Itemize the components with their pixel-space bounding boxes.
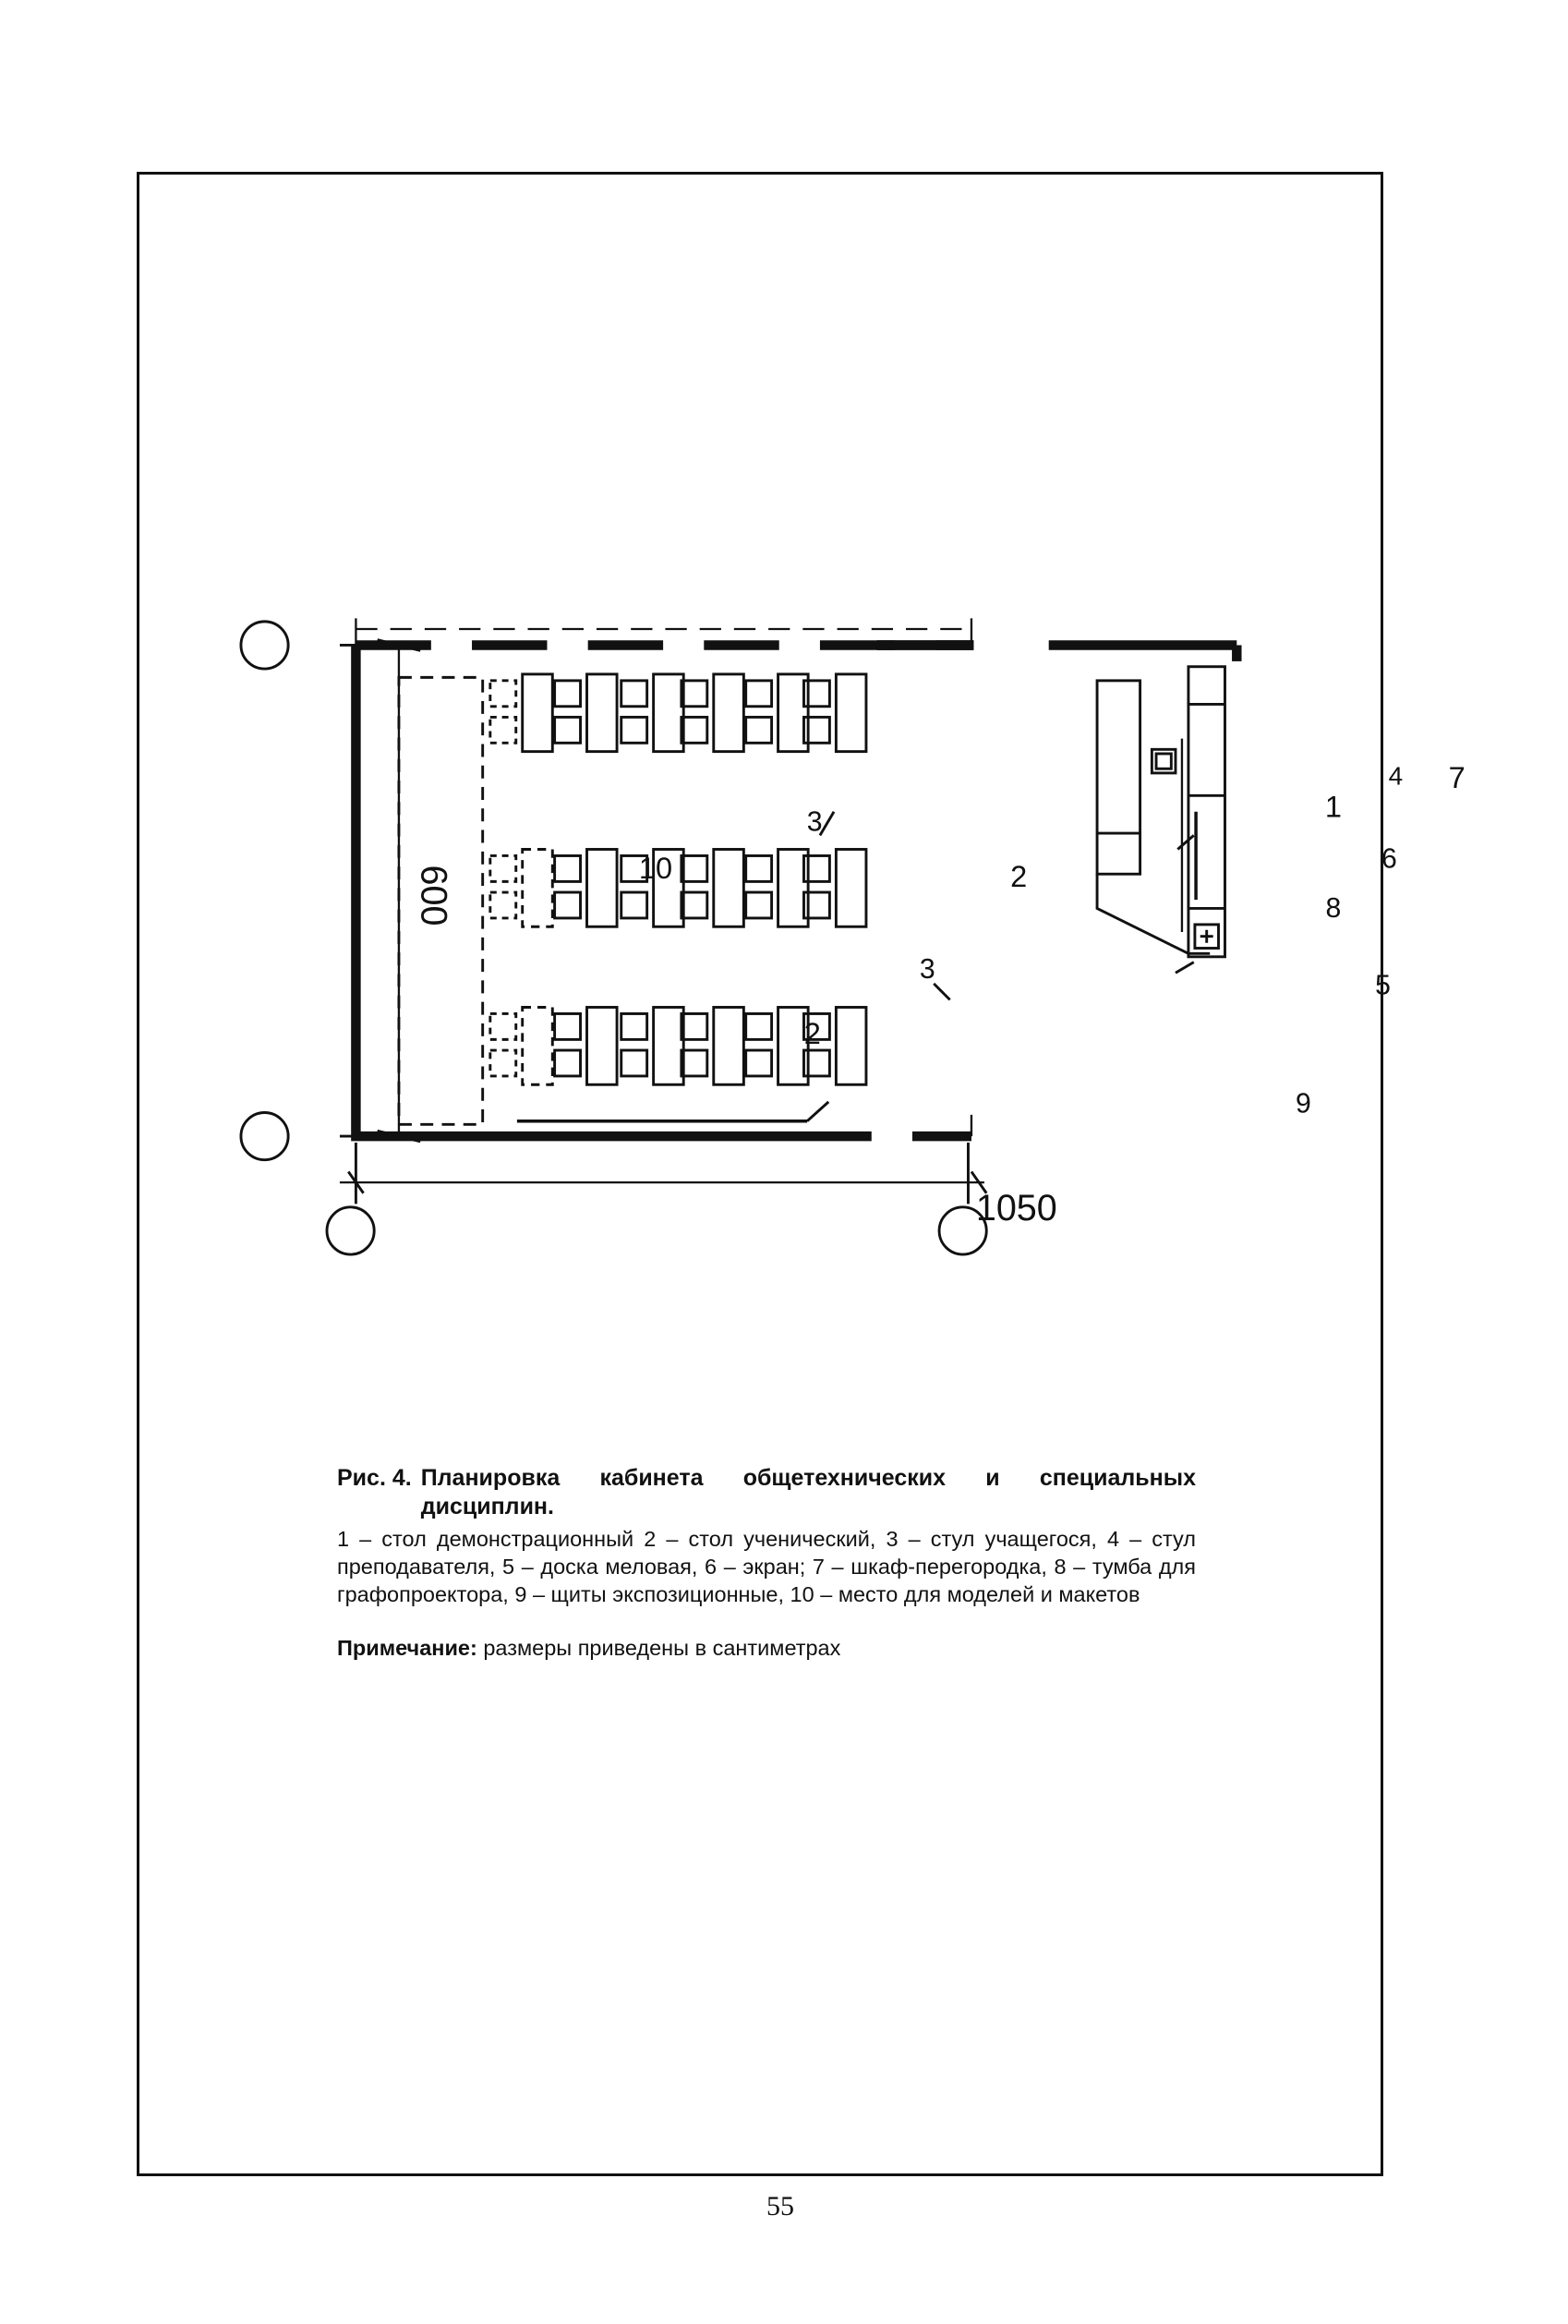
student-table (654, 1007, 684, 1084)
student-table (714, 1007, 744, 1084)
student-chair (746, 892, 772, 918)
teacher-chair-inner (1156, 754, 1171, 769)
student-table (836, 849, 866, 926)
student-chair (621, 681, 647, 707)
student-table (836, 1007, 866, 1084)
student-table (587, 849, 618, 926)
label-chalkboard: 5 (1375, 970, 1391, 1001)
label-cabinet: 7 (1448, 761, 1465, 795)
student-chair (490, 717, 516, 743)
student-chair (681, 1013, 707, 1039)
student-chair (555, 717, 581, 743)
label-models-area: 10 (638, 851, 673, 885)
student-chair (555, 1050, 581, 1076)
student-chair (490, 681, 516, 707)
student-chair (746, 681, 772, 707)
caption-title (337, 1464, 1196, 1521)
student-chair (621, 1013, 647, 1039)
student-table (587, 1007, 618, 1084)
leader-5 (1176, 962, 1194, 974)
label-student-chair-b: 3 (919, 954, 935, 986)
student-chair (681, 855, 707, 881)
dimension-height: 600 (413, 865, 454, 926)
dimension-extension-width (356, 1143, 968, 1204)
student-chair (746, 717, 772, 743)
student-chair (555, 1013, 581, 1039)
label-projector-stand: 8 (1325, 892, 1342, 924)
dimension-width: 1050 (975, 1187, 1057, 1229)
label-demo-table: 1 (1324, 790, 1343, 824)
student-table (836, 674, 866, 752)
leader-3b (934, 984, 949, 999)
student-table (523, 849, 553, 926)
figure-legend: 1 – стол демонстрационный 2 – стол ученический, 3 – стул учащегося, 4 – стул преподавателя, 5 – доска меловая, 6 – экран; 7 – шкаф-перегородка, 8 – тумба для графопроектора, 9 – щиты экспозиционные, 10 – место для моделей и макетов (337, 1527, 1196, 1606)
teacher-area-edge (1097, 874, 1210, 953)
leader-6 (1177, 835, 1193, 849)
page-number: 55 (766, 2191, 794, 2221)
student-chair (555, 855, 581, 881)
figure-number: Рис. 4. (337, 1465, 412, 1491)
student-chair (490, 1050, 516, 1076)
student-chair (746, 1050, 772, 1076)
student-chair (681, 717, 707, 743)
axis-bubble (241, 1112, 288, 1159)
student-chair (555, 681, 581, 707)
student-chair (621, 717, 647, 743)
student-chair (681, 892, 707, 918)
note-text: размеры приведены в сантиметрах (476, 1636, 841, 1660)
student-table (587, 674, 618, 752)
student-chair (490, 1013, 516, 1039)
classroom-floor-plan (222, 591, 1465, 1312)
student-table (714, 849, 744, 926)
label-student-table-b: 2 (803, 1017, 821, 1051)
figure-title: Планировка кабинета общетехнических и специальных дисциплин. (420, 1465, 1196, 1519)
label-exhibit-panels: 9 (1295, 1088, 1311, 1120)
student-chair (621, 1050, 647, 1076)
demo-table (1097, 681, 1140, 874)
student-table (523, 674, 553, 752)
student-table (654, 674, 684, 752)
figure-note (337, 1634, 1196, 1662)
axis-bubble (241, 622, 288, 669)
student-chair (490, 892, 516, 918)
cabinet-partition (1188, 667, 1225, 957)
cabinet-sections (1188, 704, 1225, 908)
figure-caption (337, 1464, 1196, 1662)
student-chair (490, 855, 516, 881)
label-student-chair-a: 3 (806, 806, 823, 838)
student-chair (746, 855, 772, 881)
label-student-table-a: 2 (1010, 860, 1028, 894)
student-chair (746, 1013, 772, 1039)
note-label: Примечание: (337, 1636, 477, 1660)
student-chair (681, 1050, 707, 1076)
label-teacher-chair: 4 (1388, 761, 1404, 791)
cabinet-box-mark (1200, 930, 1213, 943)
axis-bubble (327, 1207, 374, 1254)
student-chair (681, 681, 707, 707)
student-table (714, 674, 744, 752)
student-table (523, 1007, 553, 1084)
leader-9 (807, 1102, 828, 1121)
label-screen: 6 (1381, 843, 1397, 875)
student-chair (621, 892, 647, 918)
student-chair (555, 892, 581, 918)
